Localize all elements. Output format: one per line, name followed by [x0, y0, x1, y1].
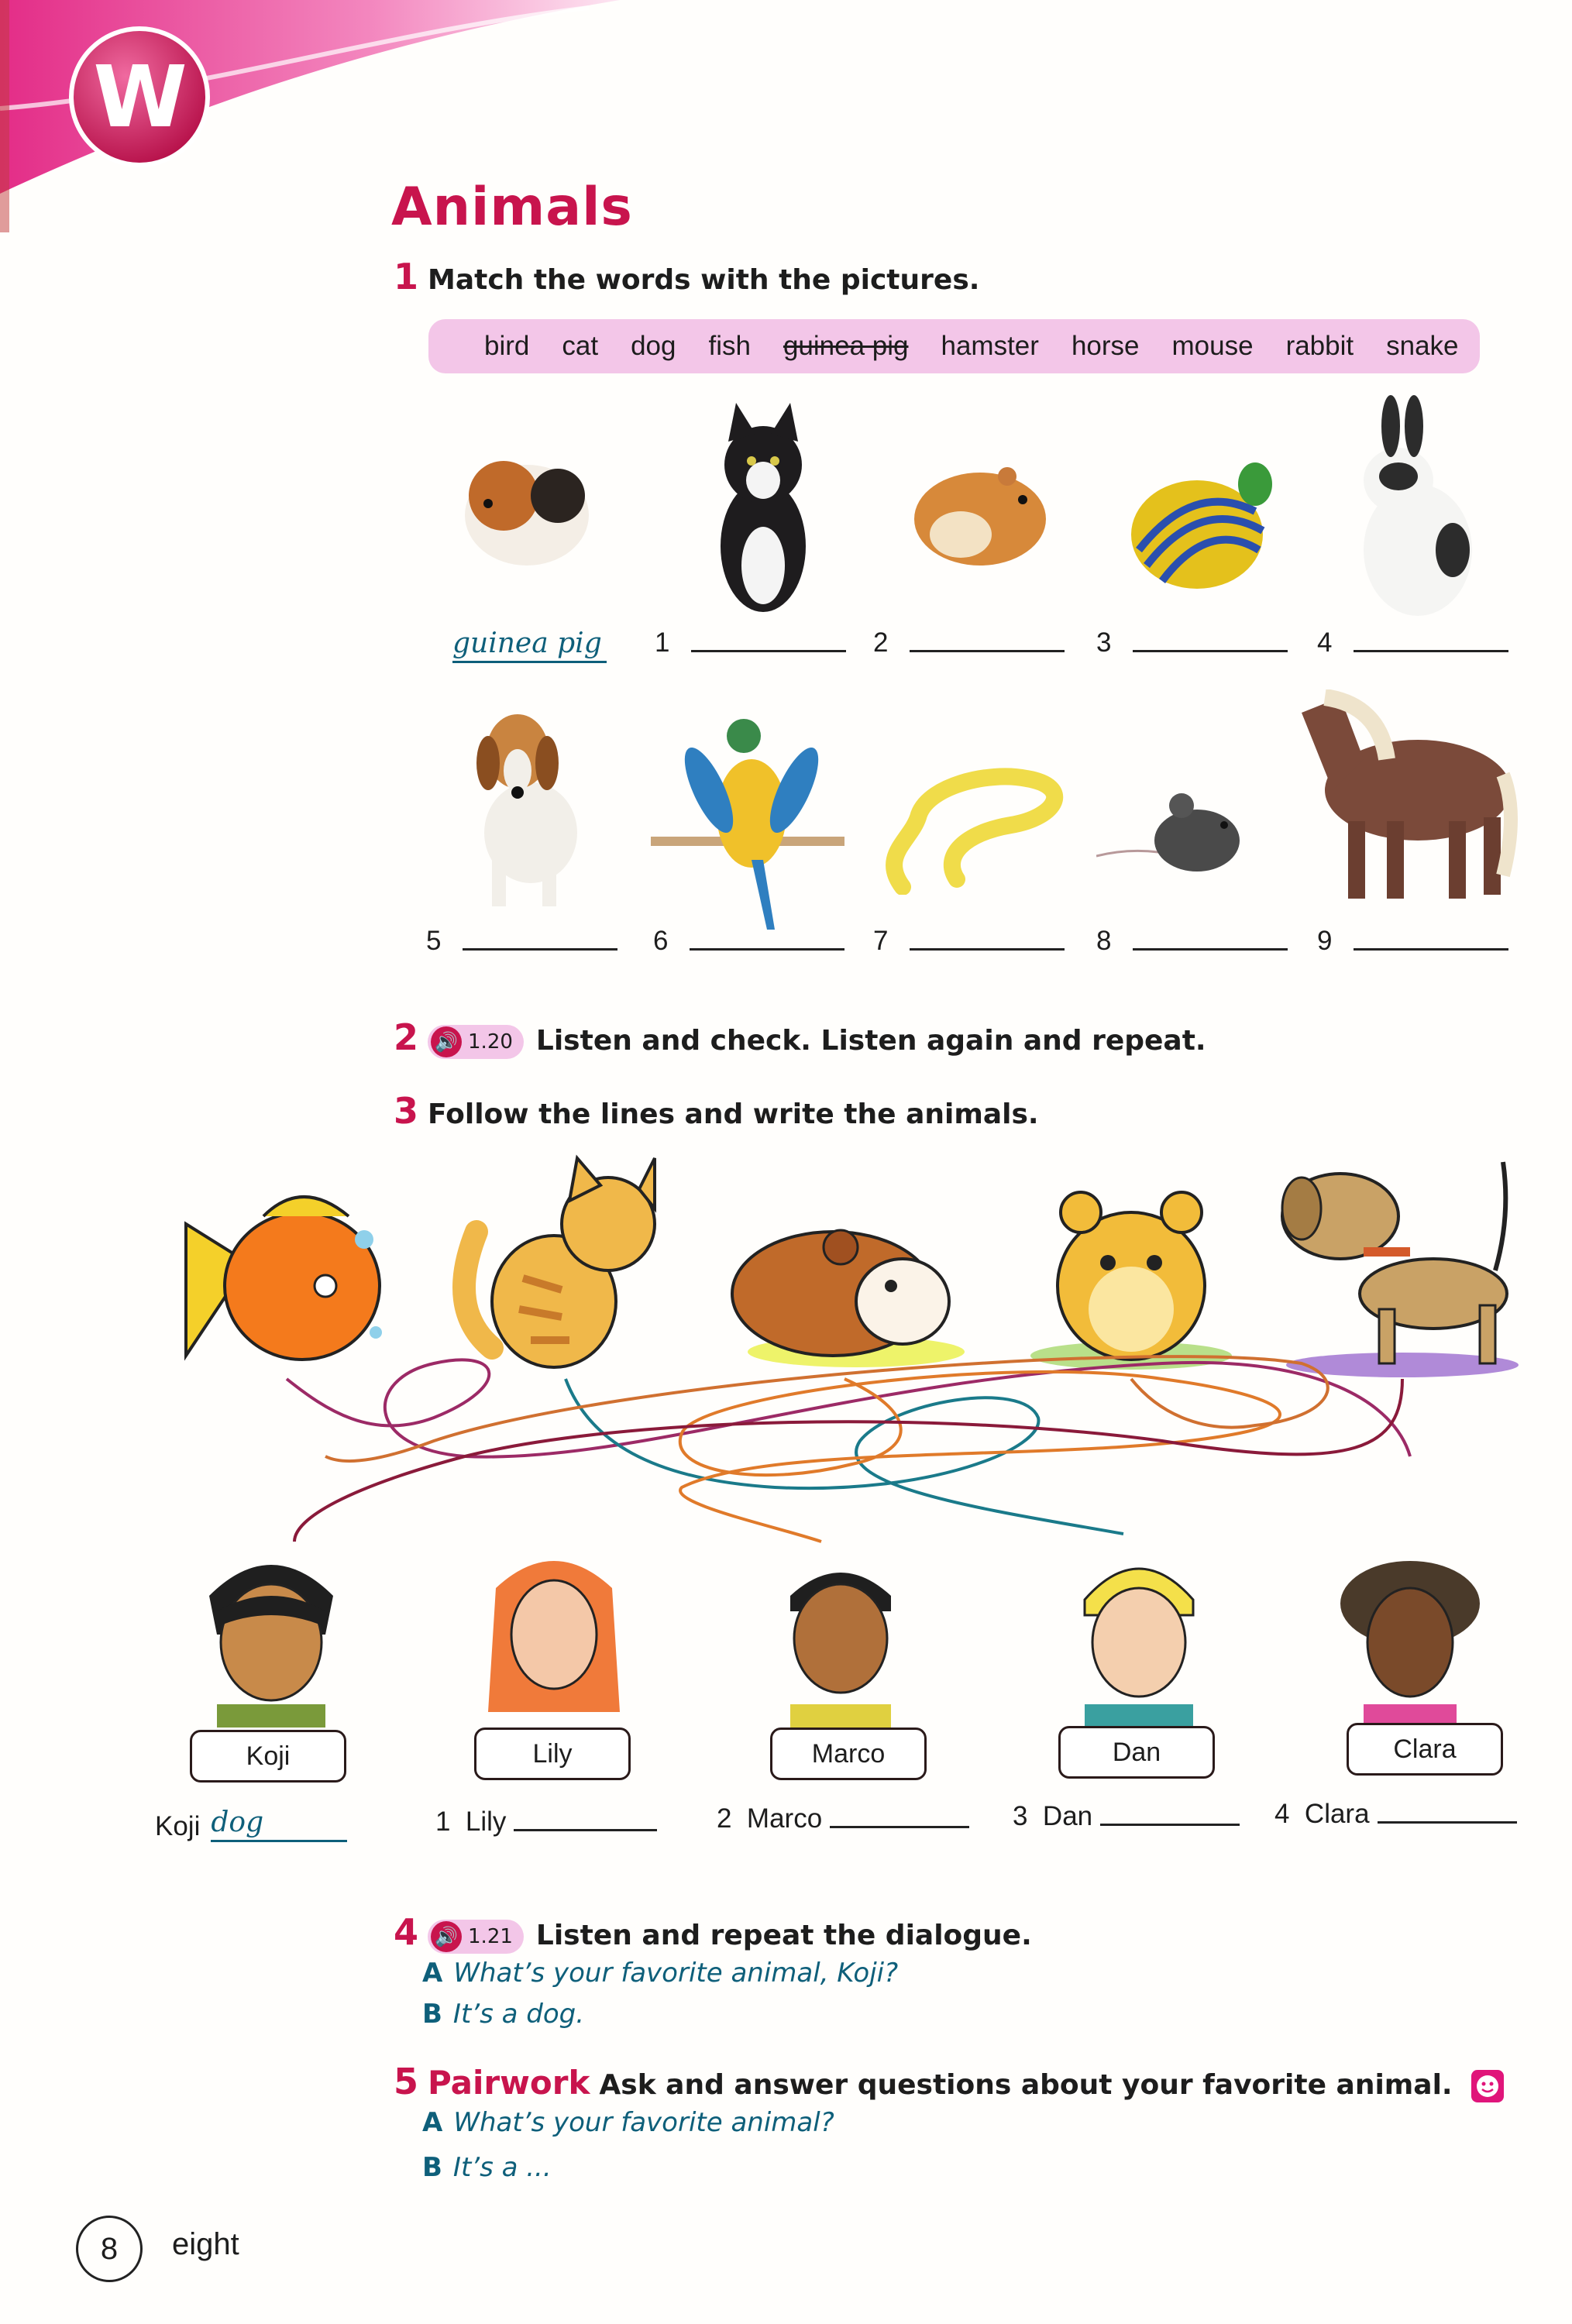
speaker-label: B [422, 2152, 442, 2183]
answer-9 [1317, 926, 1508, 957]
word-dog: dog [631, 331, 676, 361]
answer-label: Koji [155, 1811, 201, 1841]
exercise-number: 4 [394, 1911, 419, 1953]
clara-portrait [1333, 1549, 1488, 1728]
name-tag-lily: Lily [474, 1728, 631, 1780]
answer-number: 4 [1317, 627, 1333, 658]
answer-7 [873, 926, 1065, 957]
answer-number: 7 [873, 926, 889, 956]
exercise-4-heading [394, 1911, 1032, 1954]
word-cat: cat [562, 331, 599, 361]
exercise-2-heading [394, 1016, 1206, 1059]
word-mouse: mouse [1171, 331, 1254, 361]
ex3-answer-koji [155, 1807, 347, 1842]
rabbit-photo [1344, 395, 1484, 620]
answer-line-8[interactable] [1133, 948, 1288, 951]
answer-line[interactable] [1378, 1821, 1517, 1824]
dialogue-text: It’s a ... [452, 2152, 552, 2183]
exercise-instruction: Ask and answer questions about your favorite animal. [599, 2069, 1453, 2101]
answer-line-3[interactable] [1133, 650, 1288, 652]
word-bird: bird [484, 331, 530, 361]
answer-line-7[interactable] [910, 948, 1065, 951]
dialogue-line-a [422, 1958, 898, 1989]
example-answer: guinea pig [452, 627, 607, 663]
answer-number: 1 [655, 627, 670, 658]
ex3-answer-1 [435, 1807, 657, 1838]
answer-line-5[interactable] [463, 948, 617, 951]
exercise-1-heading [394, 256, 979, 297]
answer-number: 8 [1096, 926, 1112, 956]
ex3-answer-2 [717, 1803, 969, 1834]
answer-label: 4 Clara [1274, 1799, 1370, 1829]
answer-number: 6 [653, 926, 669, 956]
exercise-instruction: Listen and check. Listen again and repeat. [535, 1025, 1206, 1057]
answer-6 [653, 926, 844, 957]
answer-line-9[interactable] [1354, 948, 1508, 951]
word-guinea-pig: guinea pig [783, 331, 909, 361]
koji-portrait [194, 1549, 349, 1728]
exercise-instruction: Listen and repeat the dialogue. [535, 1920, 1032, 1951]
speaker-icon: 🔊 [431, 1921, 462, 1952]
word-hamster: hamster [941, 331, 1039, 361]
speaker-label: A [422, 2107, 443, 2138]
answer-5 [426, 926, 617, 957]
answer-number: 5 [426, 926, 442, 956]
drama-mask-icon [1470, 2068, 1505, 2104]
exercise-number: 2 [394, 1016, 419, 1058]
answer-label: 1 Lily [435, 1807, 507, 1837]
page-number: 8 [76, 2216, 143, 2282]
answer-2 [873, 627, 1065, 658]
answer-number: 2 [873, 627, 889, 658]
exercise-number: 1 [394, 256, 419, 297]
answer-line-2[interactable] [910, 650, 1065, 652]
pairwork-label: Pairwork [428, 2064, 590, 2102]
fish-photo [1123, 457, 1278, 596]
answer-number: 3 [1096, 627, 1112, 658]
dialogue-line-b [422, 1999, 584, 2030]
word-snake: snake [1386, 331, 1459, 361]
track-number: 1.21 [468, 1925, 513, 1948]
dialogue-line-b [422, 2152, 552, 2183]
track-number: 1.20 [468, 1030, 513, 1054]
name-tag-koji: Koji [190, 1730, 346, 1783]
example-answer: dog [211, 1807, 347, 1842]
page-number-word: eight [172, 2227, 239, 2261]
exercise-5-heading [394, 2061, 1505, 2104]
hamster-photo [906, 449, 1054, 573]
lily-portrait [480, 1542, 628, 1728]
answer-number: 9 [1317, 926, 1333, 956]
word-rabbit: rabbit [1285, 331, 1354, 361]
speaker-icon: 🔊 [431, 1026, 462, 1057]
answer-line[interactable] [514, 1829, 657, 1831]
dialogue-text: It’s a dog. [452, 1999, 585, 2030]
answer-4 [1317, 627, 1508, 658]
exercise-number: 3 [394, 1090, 419, 1132]
name-tag-dan: Dan [1058, 1726, 1215, 1779]
section-badge: W [93, 47, 187, 146]
dialogue-text: What’s your favorite animal? [453, 2107, 834, 2138]
cat-photo [705, 399, 821, 616]
exercise-number: 5 [394, 2061, 419, 2102]
name-tag-marco: Marco [770, 1728, 927, 1780]
exercise-instruction: Follow the lines and write the animals. [428, 1098, 1039, 1130]
answer-line-4[interactable] [1354, 650, 1508, 652]
answer-line-1[interactable] [691, 650, 846, 652]
answer-1 [655, 627, 846, 658]
word-box [428, 319, 1480, 373]
exercise-3-heading [394, 1090, 1039, 1132]
exercise-instruction: Match the words with the pictures. [428, 264, 980, 296]
dog-photo [457, 701, 589, 910]
word-fish: fish [708, 331, 751, 361]
speaker-label: B [422, 1999, 442, 2030]
answer-label: 2 Marco [717, 1803, 823, 1834]
name-tag-clara: Clara [1347, 1723, 1503, 1776]
speaker-label: A [422, 1958, 443, 1989]
bird-photo [651, 713, 844, 937]
mouse-photo [1096, 779, 1259, 879]
dialogue-line-a [422, 2107, 834, 2138]
audio-track-badge[interactable] [428, 1920, 524, 1954]
page-title: Animals [391, 177, 633, 238]
answer-example [452, 627, 607, 663]
audio-track-badge[interactable] [428, 1025, 524, 1059]
dialogue-text: What’s your favorite animal, Koji? [453, 1958, 899, 1989]
answer-line[interactable] [1100, 1824, 1240, 1826]
answer-line[interactable] [830, 1826, 969, 1828]
answer-label: 3 Dan [1013, 1801, 1093, 1831]
guinea-pig-photo [457, 426, 597, 581]
ex3-answer-3 [1013, 1801, 1240, 1832]
answer-line-6[interactable] [690, 948, 844, 951]
answer-3 [1096, 627, 1288, 658]
horse-photo [1271, 689, 1519, 906]
dan-portrait [1069, 1545, 1209, 1728]
word-horse: horse [1071, 331, 1140, 361]
header-banner [0, 0, 1572, 232]
ex3-answer-4 [1274, 1799, 1517, 1830]
answer-8 [1096, 926, 1288, 957]
marco-portrait [775, 1549, 906, 1728]
snake-photo [872, 755, 1073, 895]
